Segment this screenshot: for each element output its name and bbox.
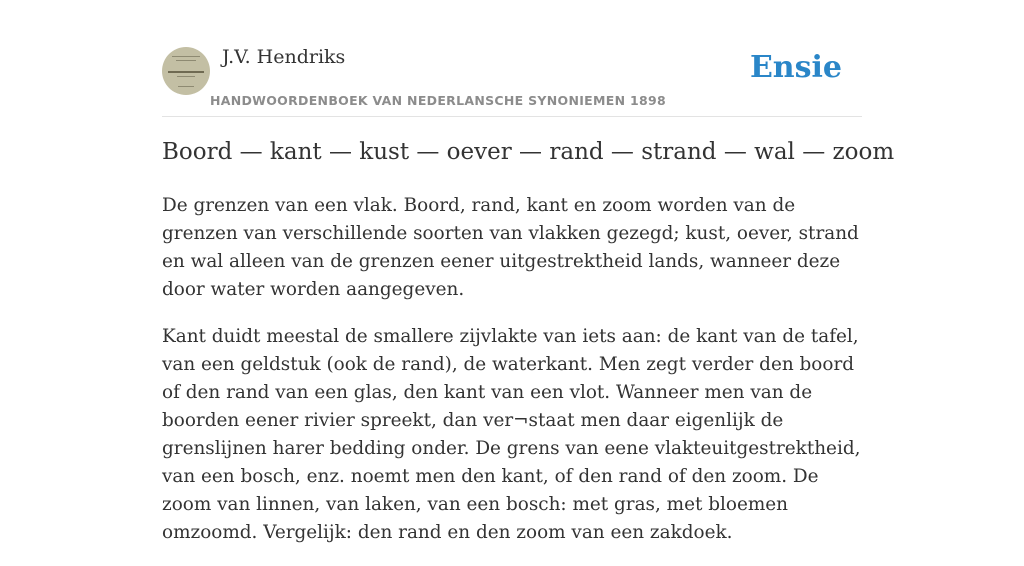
entry-title: Boord — kant — kust — oever — rand — strand — wal — zoom xyxy=(162,139,895,165)
author-link[interactable]: J.V. Hendriks xyxy=(222,46,346,68)
ensie-logo[interactable]: Ensie xyxy=(749,50,842,85)
site-header xyxy=(162,0,862,117)
book-cover-thumbnail[interactable] xyxy=(162,47,210,95)
book-title[interactable]: HANDWOORDENBOEK VAN NEDERLANSCHE SYNONIEMEN 1898 xyxy=(210,93,667,108)
page-container xyxy=(162,0,895,543)
entry-paragraph: Kant duidt meestal de smallere zijvlakte van iets aan: de kant van de tafel, van een geldstuk (ook de rand), de waterkant. Men zegt verder den boord of den rand van een glas, den kant van een vlot. Wanneer men van de boorden eener rivier spreekt, dan ver¬staat men daar eigenlijk de grenslijnen harer bedding onder. De grens van eene vlakteuitgestrektheid, van een bosch, enz. noemt men den kant, of den rand of den zoom. De zoom van linnen, van laken, van een bosch: met gras, met bloemen omzoomd. Vergelijk: den rand en den zoom van een zakdoek. xyxy=(162,326,861,543)
entry-body xyxy=(162,192,862,566)
entry-paragraph: De grenzen van een vlak. Boord, rand, kant en zoom worden van de grenzen van verschillende soorten van vlakken gezegd; kust, oever, strand en wal alleen van de grenzen eener uitgestrektheid lands, wanneer deze door water worden aangegeven. xyxy=(162,195,859,300)
